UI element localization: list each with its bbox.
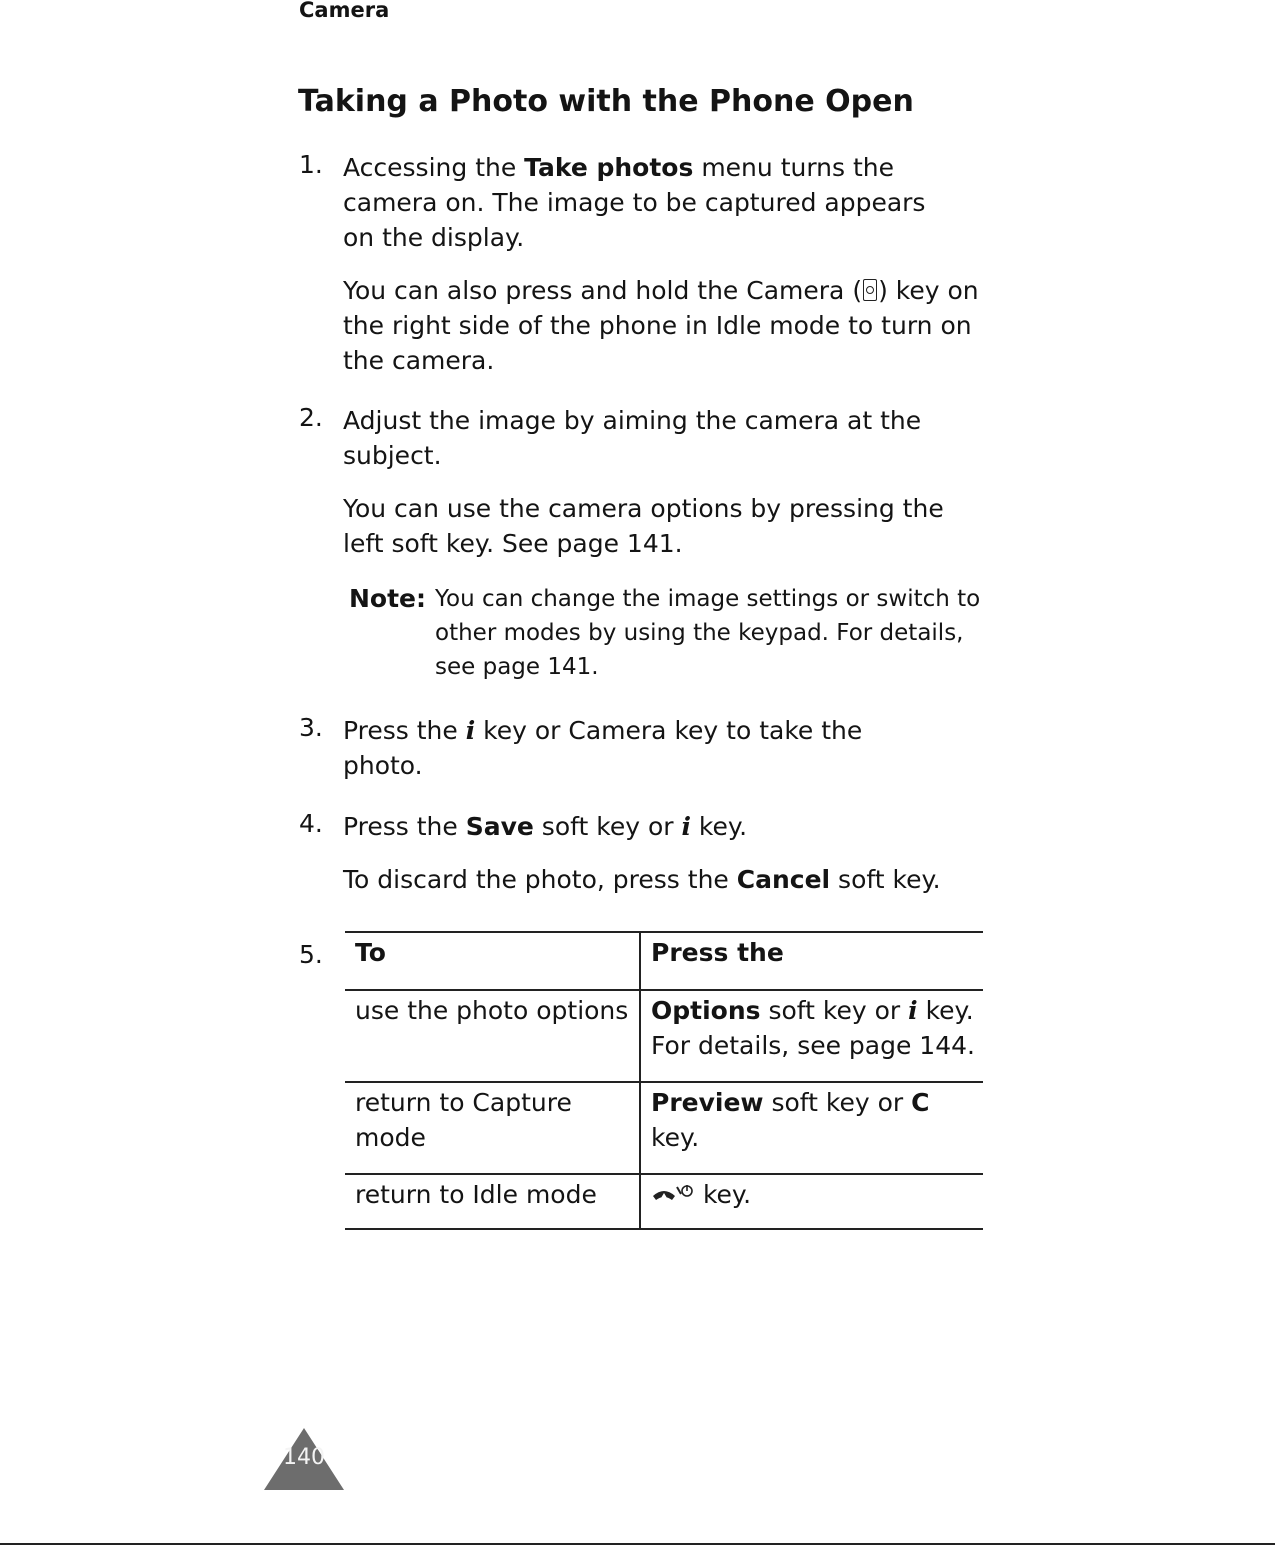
table-row (345, 990, 983, 1082)
step-4-subtext: To discard the photo, press the Cancel soft key. (343, 865, 941, 894)
step-3-number: 3. (299, 713, 323, 742)
key-function-table (345, 931, 983, 1230)
i-key-icon: i (465, 716, 476, 745)
step-2-text: Adjust the image by aiming the camera at the subject. (343, 406, 922, 470)
step-5-number: 5. (299, 940, 323, 969)
step-1-text: Accessing the Take photos menu turns the camera on. The image to be captured appears on the display. (343, 153, 926, 252)
table-cell-action: return to Capture mode (345, 1082, 640, 1174)
running-header: Camera (299, 0, 390, 22)
table-header-press: Press the (651, 938, 784, 967)
step-3-text: Press the i key or Camera key to take the photo. (343, 716, 863, 780)
table-cell-action: return to Idle mode (345, 1174, 640, 1229)
camera-key-icon (863, 279, 877, 301)
step-2-subtext: You can use the camera options by pressing the left soft key. See page 141. (343, 494, 944, 558)
table-header-to: To (345, 932, 640, 990)
table-cell-key: key. (640, 1174, 983, 1229)
table-row (345, 1174, 983, 1229)
step-4-text: Press the Save soft key or i key. (343, 812, 748, 841)
step-1-number: 1. (299, 150, 323, 179)
step-4-number: 4. (299, 809, 323, 838)
step-1-subtext: You can also press and hold the Camera ( ) key on the right side of the phone in Idle mode to turn on the camera. (343, 276, 979, 375)
step-2-number: 2. (299, 403, 323, 432)
section-title: Taking a Photo with the Phone Open (298, 84, 914, 119)
page-number: 140 (283, 1445, 325, 1470)
bottom-rule (0, 1543, 1275, 1545)
end-power-key-icon (651, 1182, 695, 1206)
note-text: You can change the image settings or switch to other modes by using the keypad. For details, see page 141. (435, 586, 981, 680)
table-cell-action: use the photo options (345, 990, 640, 1082)
i-key-icon: i (908, 996, 918, 1025)
table-cell-key: Options soft key or i key. For details, see page 144. (651, 996, 975, 1060)
table-row (345, 1082, 983, 1174)
note-label: Note: (349, 584, 427, 613)
table-cell-key: Preview soft key or C key. (651, 1088, 930, 1152)
i-key-icon: i (681, 812, 691, 841)
table-header-row (345, 932, 983, 990)
